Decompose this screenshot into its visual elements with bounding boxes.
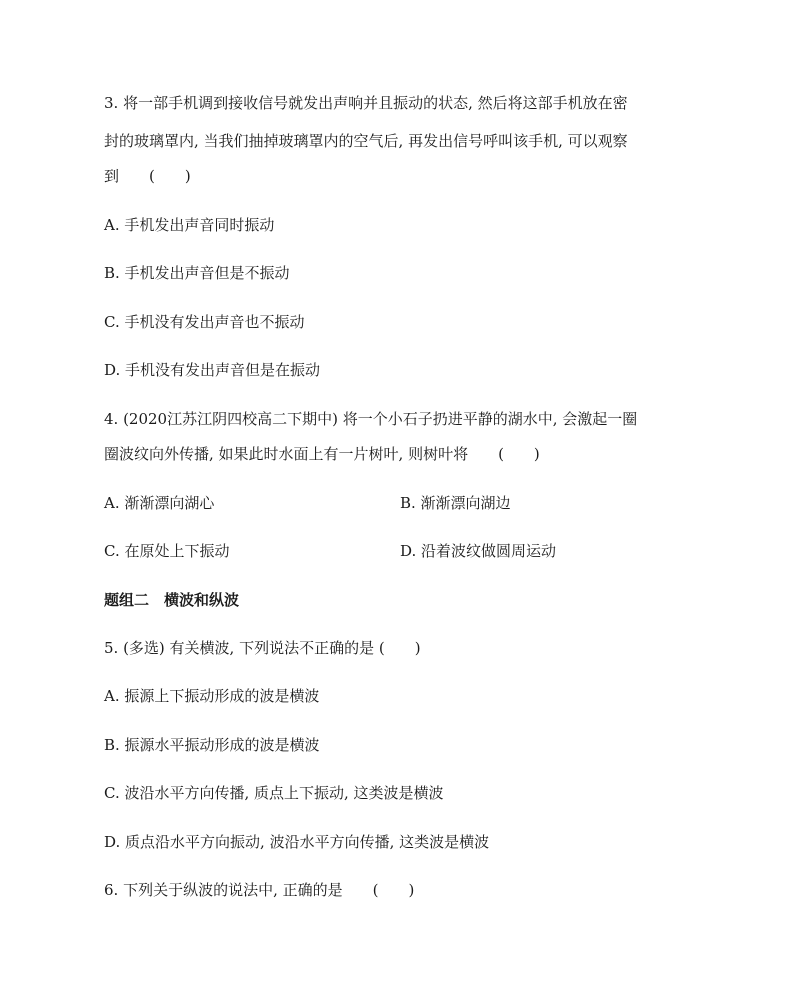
q6-stem: 6. 下列关于纵波的说法中, 正确的是 ( ) xyxy=(104,881,415,899)
q4-option-c: C. 在原处上下振动 xyxy=(104,542,230,560)
q5-option-d: D. 质点沿水平方向振动, 波沿水平方向传播, 这类波是横波 xyxy=(104,833,490,851)
q3-option-c: C. 手机没有发出声音也不振动 xyxy=(104,313,305,331)
q3-option-a: A. 手机发出声音同时振动 xyxy=(104,216,275,234)
q5-option-b: B. 振源水平振动形成的波是横波 xyxy=(104,736,320,754)
q5-stem: 5. (多选) 有关横波, 下列说法不正确的是 ( ) xyxy=(104,639,421,657)
q5-option-a: A. 振源上下振动形成的波是横波 xyxy=(104,687,320,705)
section-heading: 题组二 横波和纵波 xyxy=(104,591,240,609)
q4-option-b: B. 渐渐漂向湖边 xyxy=(400,494,511,512)
q5-option-c: C. 波沿水平方向传播, 质点上下振动, 这类波是横波 xyxy=(104,784,444,802)
q4-stem-line-2: 圈波纹向外传播, 如果此时水面上有一片树叶, 则树叶将 ( ) xyxy=(104,445,540,463)
q4-option-a: A. 渐渐漂向湖心 xyxy=(104,494,215,512)
q3-stem-line-1: 3. 将一部手机调到接收信号就发出声响并且振动的状态, 然后将这部手机放在密 xyxy=(104,94,628,112)
q3-stem-line-2: 封的玻璃罩内, 当我们抽掉玻璃罩内的空气后, 再发出信号呼叫该手机, 可以观察 xyxy=(104,132,628,150)
q4-option-d: D. 沿着波纹做圆周运动 xyxy=(400,542,557,560)
q3-option-d: D. 手机没有发出声音但是在振动 xyxy=(104,361,321,379)
q3-option-b: B. 手机发出声音但是不振动 xyxy=(104,264,290,282)
q4-stem-line-1: 4. (2020江苏江阴四校高二下期中) 将一个小石子扔进平静的湖水中, 会激起一圈 xyxy=(104,410,638,428)
q3-stem-line-3: 到 ( ) xyxy=(104,167,191,185)
